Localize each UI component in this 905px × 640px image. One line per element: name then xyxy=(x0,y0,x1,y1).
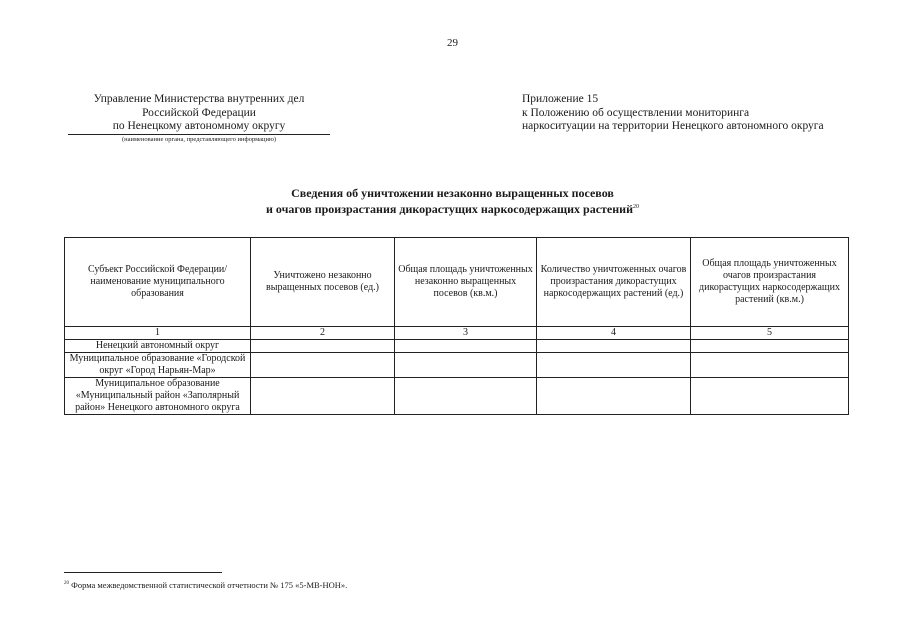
table-cell xyxy=(395,353,537,378)
table-row xyxy=(65,378,849,415)
table-cell xyxy=(691,353,849,378)
column-number-row xyxy=(65,327,849,340)
table-row xyxy=(65,340,849,353)
table-cell xyxy=(691,378,849,415)
column-header: Общая площадь уничтоженных незаконно выращенных посевов (кв.м.) xyxy=(395,238,537,327)
table-cell xyxy=(251,378,395,415)
column-header: Субъект Российской Федерации/ наименование муниципального образования xyxy=(65,238,251,327)
title-line-1: Сведения об уничтожении незаконно выращенных посевов xyxy=(291,186,614,200)
footnote-text: Форма межведомственной статистической отчетности № 175 «5-МВ-НОН». xyxy=(69,580,348,590)
title-footnote-mark: 20 xyxy=(633,204,639,210)
table-cell xyxy=(395,378,537,415)
column-header: Количество уничтоженных очагов произрастания дикорастущих наркосодержащих растений (ед.) xyxy=(537,238,691,327)
row-name: Муниципальное образование «Городской округ «Город Нарьян-Мар» xyxy=(65,353,251,378)
footnote-mark: 20 xyxy=(64,581,69,587)
column-number: 2 xyxy=(251,327,395,340)
sender-line: по Ненецкому автономному округу xyxy=(68,120,330,135)
appendix-line: к Положению об осуществлении мониторинга xyxy=(522,106,750,119)
table-cell xyxy=(691,340,849,353)
table-header-row xyxy=(65,238,849,327)
footnote-separator xyxy=(64,572,222,573)
column-header: Уничтожено незаконно выращенных посевов (ед.) xyxy=(251,238,395,327)
appendix-line: Приложение 15 xyxy=(522,93,599,105)
table-cell xyxy=(537,340,691,353)
document-title xyxy=(0,186,905,216)
sender-caption: (наименование органа, представляющего информацию) xyxy=(121,135,277,143)
table-cell xyxy=(537,378,691,415)
sender-block xyxy=(64,93,334,144)
footnote xyxy=(64,580,347,590)
table-cell xyxy=(251,340,395,353)
sender-line: Российской Федерации xyxy=(142,106,256,119)
appendix-block xyxy=(522,93,882,134)
table-cell xyxy=(537,353,691,378)
column-number: 5 xyxy=(691,327,849,340)
sender-line: Управление Министерства внутренних дел xyxy=(93,93,305,105)
column-number: 3 xyxy=(395,327,537,340)
table-cell xyxy=(251,353,395,378)
table-cell xyxy=(395,340,537,353)
page-number: 29 xyxy=(447,37,458,49)
report-table xyxy=(64,237,849,415)
column-number: 4 xyxy=(537,327,691,340)
column-number: 1 xyxy=(65,327,251,340)
row-name: Ненецкий автономный округ xyxy=(65,340,251,353)
column-header: Общая площадь уничтоженных очагов произрастания дикорастущих наркосодержащих растений (кв.м.) xyxy=(691,238,849,327)
row-name: Муниципальное образование «Муниципальный район «Заполярный район» Ненецкого автономного округа xyxy=(65,378,251,415)
appendix-line: наркоситуации на территории Ненецкого автономного округа xyxy=(522,120,824,132)
title-line-2: и очагов произрастания дикорастущих наркосодержащих растений xyxy=(265,202,633,216)
table-row xyxy=(65,353,849,378)
